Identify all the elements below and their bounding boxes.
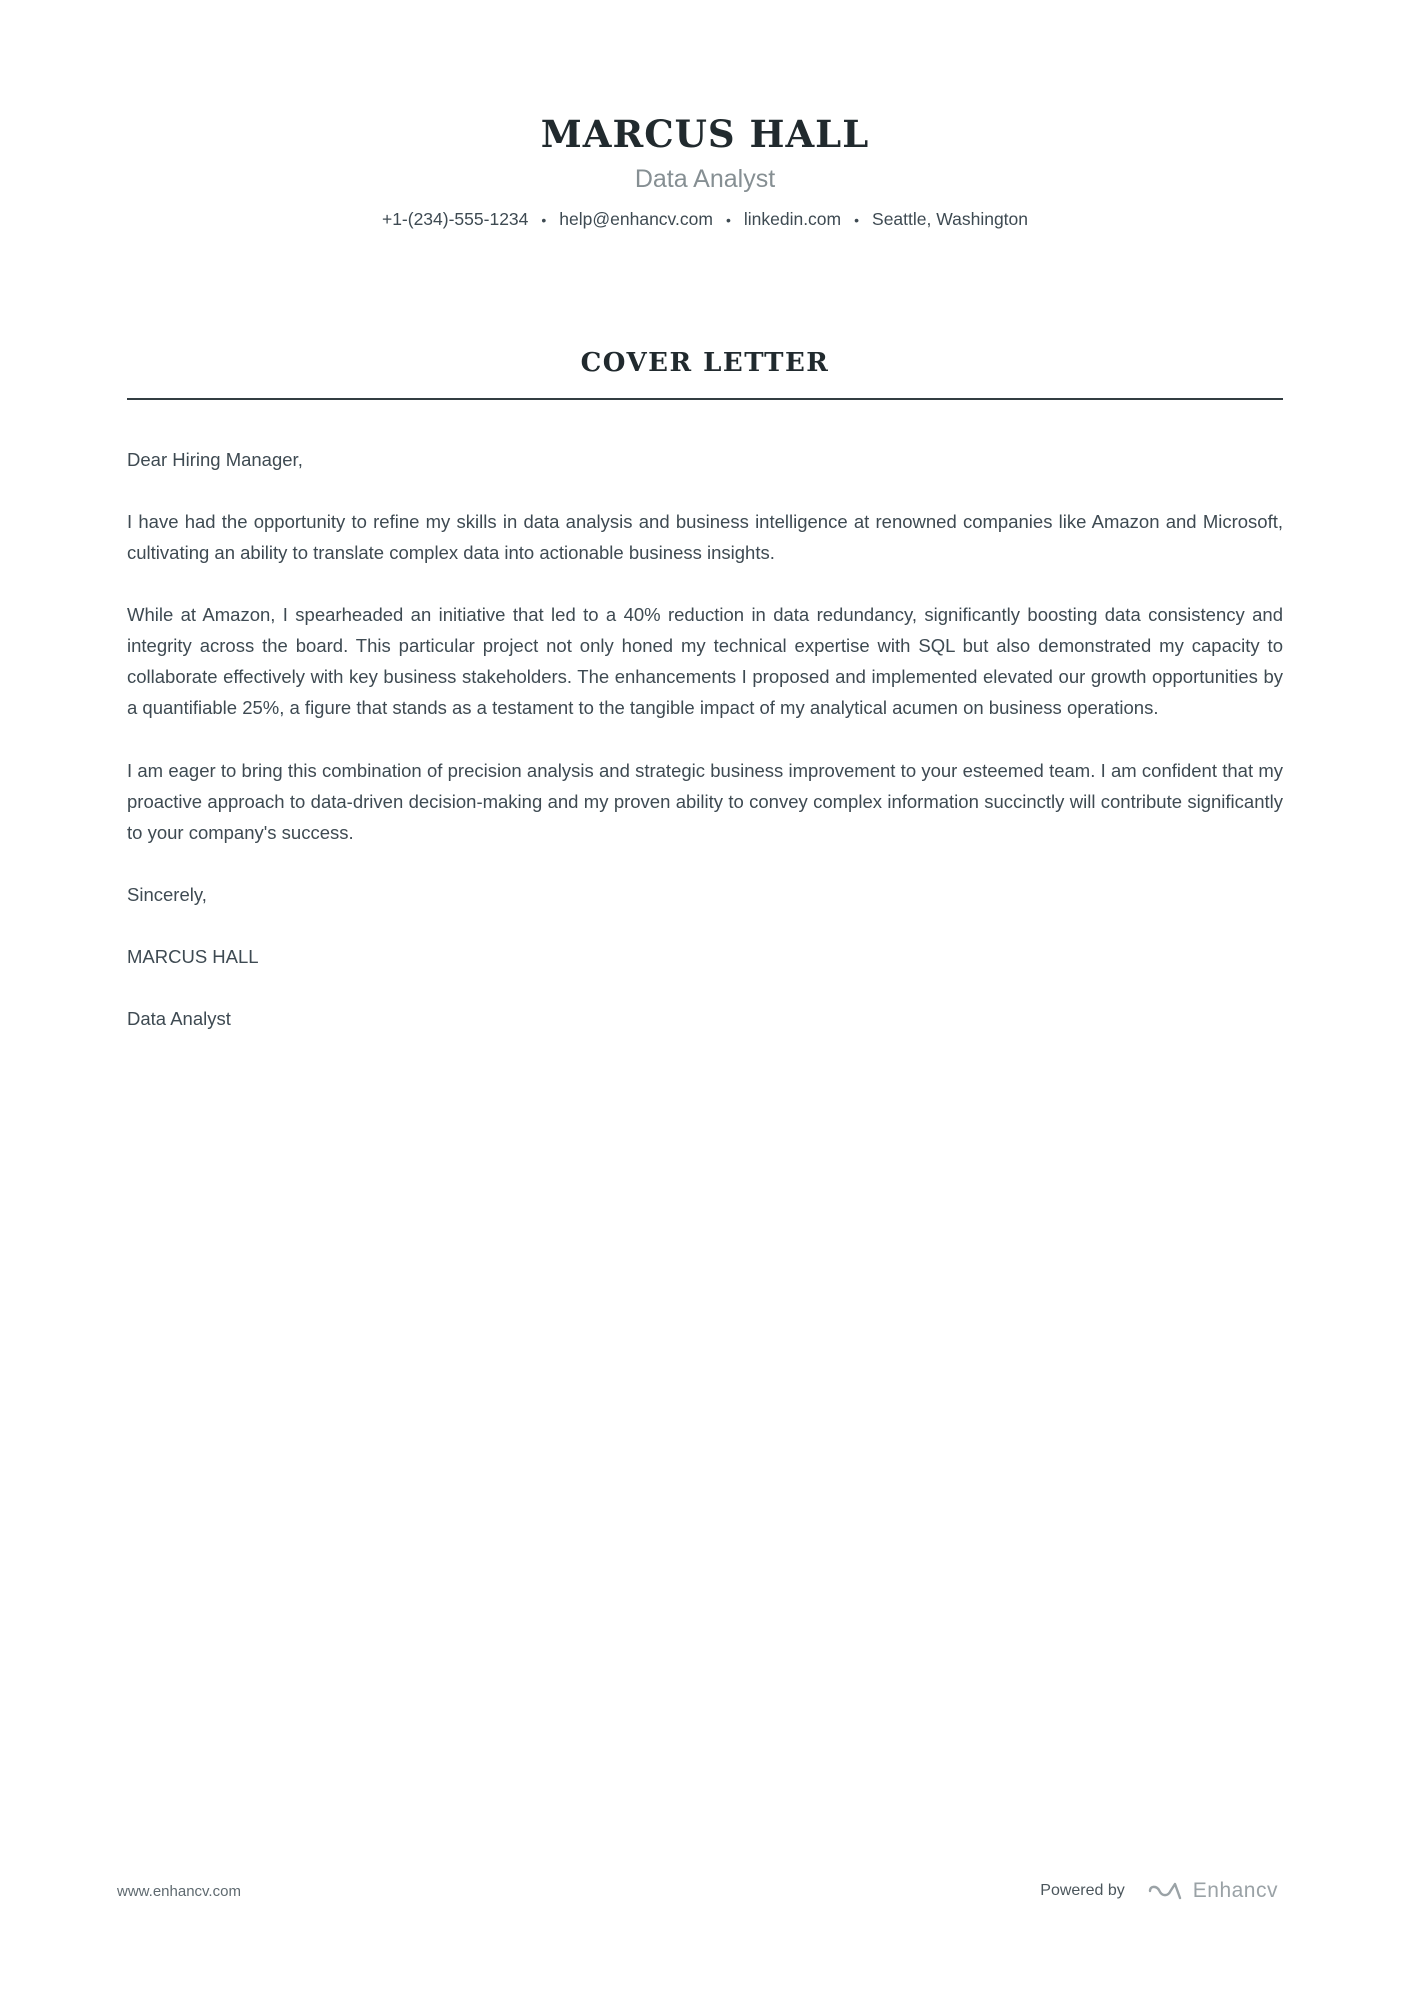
cover-letter-heading: COVER LETTER: [127, 348, 1283, 400]
document-header: [127, 112, 1283, 230]
phone-number: +1-(234)-555-1234: [381, 209, 529, 229]
letter-paragraph-1: I have had the opportunity to refine my skills in data analysis and business intelligence at renowned companies like Amazon and Microsoft, cultivating an ability to translate complex data into actionable business insights.: [127, 511, 1283, 564]
contact-bar: [127, 209, 1283, 230]
footer-brand: [1040, 1879, 1278, 1903]
candidate-job-title: Data Analyst: [634, 165, 776, 193]
letter-body: [127, 444, 1283, 1034]
salutation: Dear Hiring Manager,: [127, 449, 303, 470]
candidate-name: MARCUS HALL: [540, 112, 870, 156]
signature-name: MARCUS HALL: [127, 945, 259, 967]
linkedin-link[interactable]: linkedin.com: [743, 209, 842, 229]
letter-paragraph-2: While at Amazon, I spearheaded an initiative that led to a 40% reduction in data redundancy, significantly boosting data consistency and integrity across the board. This particular project not only honed my technical expertise with SQL but also demonstrated my capacity to collaborate effectively with key business stakeholders. The enhancements I proposed and implemented elevated our growth opportunities by a quantifiable 25%, a figure that stands as a testament to the tangible impact of my analytical acumen on business operations.: [127, 604, 1283, 719]
enhancv-logo-icon: [1147, 1881, 1183, 1901]
page-footer: [117, 1879, 1278, 1903]
dot-separator-icon: •: [854, 211, 860, 228]
email-link[interactable]: help@enhancv.com: [559, 209, 713, 229]
location-text: Seattle, Washington: [872, 209, 1029, 229]
footer-website-link[interactable]: www.enhancv.com: [117, 1882, 241, 1900]
letter-paragraph-3: I am eager to bring this combination of precision analysis and strategic business improvement to your esteemed team. I am confident that my proactive approach to data-driven decision-making and my proven ability to convey complex information succinctly will contribute significantly to your company's success.: [127, 759, 1283, 843]
dot-separator-icon: •: [725, 211, 731, 228]
powered-by-label: Powered by: [1040, 1882, 1125, 1899]
enhancv-brand-text: Enhancv: [1192, 1879, 1278, 1902]
dot-separator-icon: •: [541, 211, 547, 228]
closing: Sincerely,: [127, 883, 207, 905]
signature-title: Data Analyst: [127, 1007, 231, 1029]
